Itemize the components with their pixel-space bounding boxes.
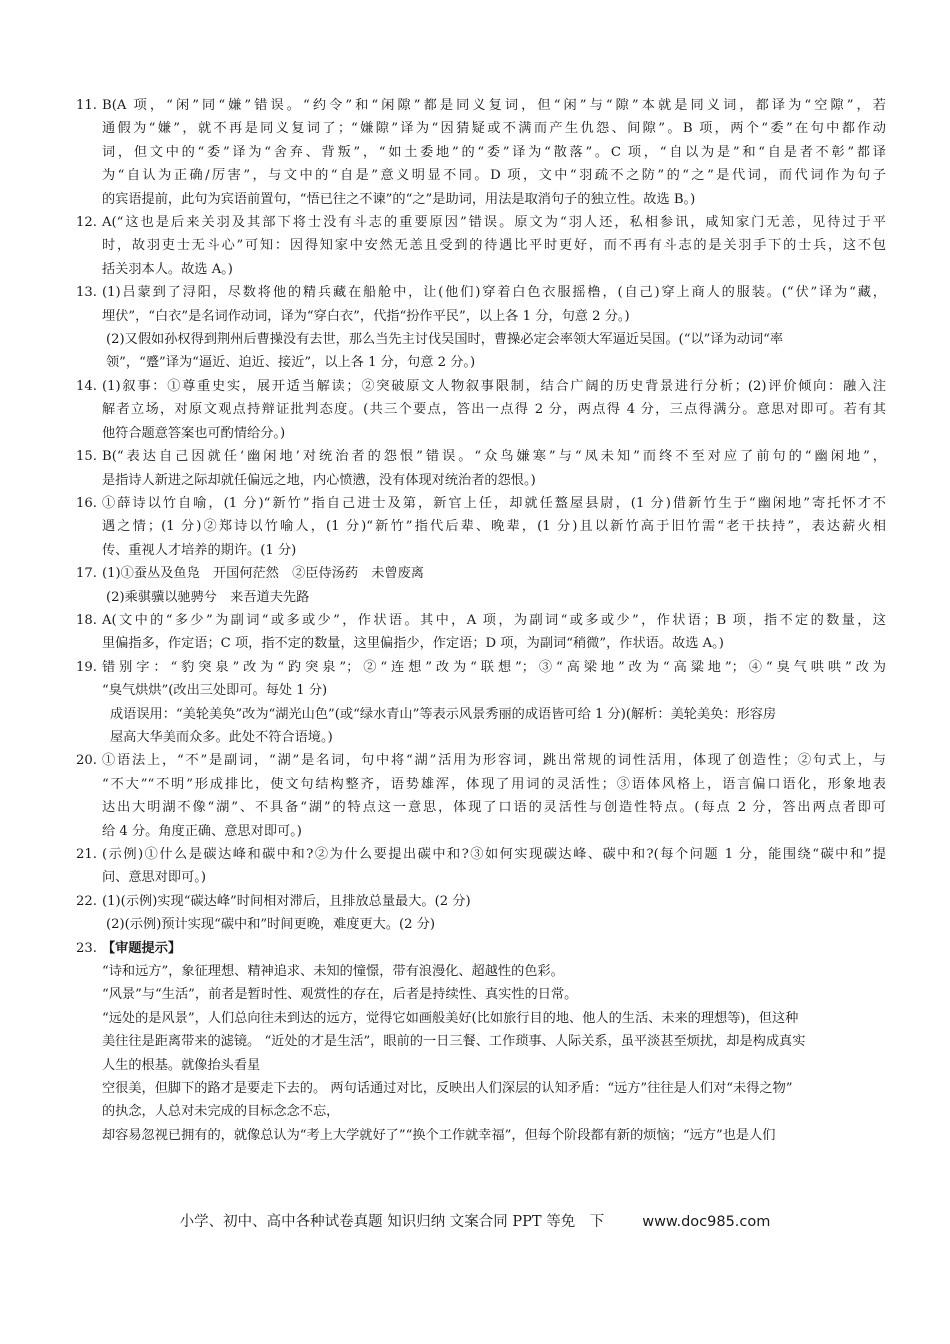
answer-line: (示例)①什么是碳达峰和碳中和?②为什么要提出碳中和?③如何实现碳达峰、碳中和?(每个问题 1 分，能围绕“碳中和”提 bbox=[102, 847, 886, 862]
essay-line: 美往往是距离带来的滤镜。 “近处的才是生活”，眼前的一日三餐、工作琐事、人际关系，虽平淡甚至烦扰，却是构成真实 bbox=[102, 1034, 806, 1050]
question-number: 19. bbox=[76, 659, 97, 675]
answer-item bbox=[76, 211, 886, 281]
answer-line: (1)(示例)实现“碳达峰”时间相对滞后，且排放总量最大。(2 分) bbox=[102, 893, 471, 909]
answer-text bbox=[102, 609, 886, 656]
answer-item bbox=[76, 609, 886, 656]
question-number: 12. bbox=[76, 215, 97, 231]
essay-line: “远处的是风景”，人们总向往未到达的远方，觉得它如画般美好(比如旅行目的地、他人的生活、未来的理想等)，但这种 bbox=[102, 1010, 799, 1026]
footer-text: 小学、初中、高中各种试卷真题 知识归纳 文案合同 PPT 等免 下 bbox=[179, 1214, 605, 1230]
answer-item bbox=[76, 843, 886, 890]
answer-item bbox=[76, 749, 886, 843]
answer-line: 解者立场，对原文观点持辩证批判态度。(共三个要点，答出一点得 2 分，两点得 4 分，三点得满分。意思对即可。若有其 bbox=[102, 402, 886, 418]
essay-line: 却容易忽视已拥有的，就像总认为“考上大学就好了”“换个工作就幸福”，但每个阶段都有新的烦恼；“远方”也是人们 bbox=[102, 1127, 776, 1143]
answer-line: B(“表达自己因就任‘幽闲地’对统治者的怨恨”错误。“众鸟嫌寒”与“凤未知”而终不至对应了前句的“幽闲地”， bbox=[102, 449, 886, 465]
answer-item bbox=[76, 445, 886, 492]
question-number: 21. bbox=[76, 847, 97, 862]
essay-line: 的执念，人总对未完成的目标念念不忘， bbox=[102, 1104, 340, 1120]
question-number: 16. bbox=[76, 495, 97, 511]
answer-text bbox=[102, 445, 886, 492]
question-number: 14. bbox=[76, 378, 97, 394]
question-number: 18. bbox=[76, 612, 97, 628]
answer-line: 传、重视人才培养的期许。(1 分) bbox=[102, 542, 297, 558]
answer-subline: (2)乘骐骥以驰骋兮 来吾道夫先路 bbox=[106, 589, 310, 605]
answer-text bbox=[102, 562, 886, 609]
answer-content bbox=[76, 94, 886, 1147]
answer-line: B(A 项，“闲”同“嫌”错误。“约令”和“闲隙”都是同义复词，但“闲”与“隙”本就是同义词，都译为“空隙”，若 bbox=[102, 98, 886, 113]
answer-subline: 成语误用：“美轮美奂”改为“湖光山色”(或“绿水青山”等表示风景秀丽的成语皆可给 1 分)(解析：美轮美奂：形容房 bbox=[110, 706, 777, 722]
answer-line: 达出大明湖不像“湖”、不具备“湖”的特点这一意思，体现了口语的灵活性与创造性特点。(每点 2 分，答出两点者即可 bbox=[102, 800, 886, 816]
answer-text bbox=[102, 749, 886, 843]
footer-url: www.doc985.com bbox=[642, 1214, 771, 1230]
answer-line: ①薛诗以竹自喻，(1 分)“新竹”指自己进士及第，新官上任，却就任盩屋县尉，(1 分)借新竹生于“幽闲地”寄托怀才不 bbox=[102, 495, 886, 511]
essay-line: “诗和远方”，象征理想、精神追求、未知的憧憬，带有浪漫化、超越性的色彩。 bbox=[102, 964, 564, 980]
answer-line: 【审题提示】 bbox=[102, 940, 182, 956]
question-number: 15. bbox=[76, 449, 97, 465]
answer-line: 埋伏”，“白衣”是名词作动词，译为“穿白衣”，代指“扮作平民”，以上各 1 分，句意 2 分。) bbox=[102, 308, 630, 324]
answer-line: A(“这也是后来关羽及其部下将士没有斗志的重要原因”错误。原文为“羽人还，私相参讯，咸知家门无恙，见待过于平 bbox=[102, 215, 886, 231]
essay-hint-text bbox=[76, 960, 886, 1147]
answer-item bbox=[76, 375, 886, 445]
answer-text bbox=[102, 375, 886, 445]
answer-line: A(文中的“多少”为副词“或多或少”，作状语。其中，A 项，为副词“或多或少”，作状语；B 项，指不定的数量，这 bbox=[102, 612, 886, 628]
answer-line: 的宾语提前，此句为宾语前置句，“悟已往之不谏”的“之”是助词，用法是取消句子的独立性。故选 B。) bbox=[102, 191, 696, 207]
answer-line: 词，但文中的“委”译为“舍弃、背叛”，“如土委地”的“委”译为“散落”。C 项，“自以为是”和“自是者不彰”都译 bbox=[102, 144, 886, 160]
answer-item bbox=[76, 562, 886, 609]
answer-list bbox=[76, 94, 886, 960]
answer-line: 时，故羽吏士无斗心”可知：因得知家中安然无恙且受到的待遇比平时更好，而不再有斗志的是关羽手下的士兵，这不包 bbox=[102, 238, 886, 254]
essay-line: 人生的根基。就像抬头看星 bbox=[102, 1057, 261, 1073]
answer-item bbox=[76, 937, 886, 960]
question-number: 13. bbox=[76, 285, 97, 301]
answer-line: 给 4 分。角度正确、意思对即可。) bbox=[102, 823, 302, 839]
answer-item bbox=[76, 281, 886, 375]
answer-line: 错别字：“豹突泉”改为“趵突泉”；②“连想”改为“联想”；③“高梁地”改为“高粱地”；④“臭气哄哄”改为 bbox=[102, 659, 886, 675]
answer-line: “不大”“不明”形成排比，使文句结构整齐，语势雄浑，体现了用词的灵活性；③语体风格上，语言偏口语化，形象地表 bbox=[102, 776, 886, 792]
answer-line: 为“自认为正确/厉害”，与文中的“自是”意义明显不同。D 项，文中“羽疏不之防”的“之”是代词，而代词作为句子 bbox=[102, 168, 886, 184]
answer-line: 里偏指多，作定语；C 项，指不定的数量，这里偏指少，作定语；D 项，为副词“稍微”，作状语。故选 A。) bbox=[102, 636, 724, 652]
answer-item bbox=[76, 94, 886, 211]
answer-text bbox=[102, 937, 886, 960]
answer-line: 他符合题意答案也可酌情给分。) bbox=[102, 425, 286, 441]
question-number: 23. bbox=[76, 940, 97, 956]
answer-text bbox=[102, 843, 886, 890]
question-number: 17. bbox=[76, 566, 97, 582]
answer-item bbox=[76, 890, 886, 937]
answer-subline: 领”，“蹙”译为“逼近、迫近、接近”，以上各 1 分，句意 2 分。) bbox=[106, 355, 476, 371]
answer-line: (1)吕蒙到了浔阳，尽数将他的精兵藏在船舱中，让(他们)穿着白色衣服摇橹，(自己)穿上商人的服装。(“伏”译为“藏， bbox=[102, 285, 886, 301]
answer-item bbox=[76, 492, 886, 562]
answer-subline: (2)(示例)预计实现“碳中和”时间更晚，难度更大。(2 分) bbox=[106, 917, 436, 933]
answer-line: “臭气烘烘”(改出三处即可。每处 1 分) bbox=[102, 683, 328, 699]
answer-line: 遇之情；(1 分)②郑诗以竹喻人，(1 分)“新竹”指代后辈、晚辈，(1 分)且以新竹高于旧竹需“老干扶持”，表达薪火相 bbox=[102, 519, 886, 535]
page-footer bbox=[0, 1212, 950, 1232]
answer-line: 括关羽本人。故选 A。) bbox=[102, 261, 233, 277]
answer-subline: (2)又假如孙权得到荆州后曹操没有去世，那么当先主讨伐吴国时，曹操必定会率领大军逼近吴国。(“以”译为动词“率 bbox=[106, 332, 784, 348]
answer-text bbox=[102, 492, 886, 562]
answer-line: (1)叙事：①尊重史实，展开适当解读；②突破原文人物叙事限制，结合广阔的历史背景进行分析；(2)评价倾向：融入注 bbox=[102, 378, 886, 394]
question-number: 11. bbox=[76, 98, 97, 113]
answer-text bbox=[102, 890, 886, 937]
essay-line: 空很美，但脚下的路才是要走下去的。 两句话通过对比，反映出人们深层的认知矛盾：“远方”往往是人们对“未得之物” bbox=[102, 1081, 793, 1097]
answer-text bbox=[102, 656, 886, 750]
answer-text bbox=[102, 211, 886, 281]
answer-line: 问、意思对即可。) bbox=[102, 870, 207, 886]
answer-line: ①语法上，“不”是副词，“湖”是名词，句中将“湖”活用为形容词，跳出常规的词性活用，体现了创造性；②句式上，与 bbox=[102, 753, 886, 769]
question-number: 22. bbox=[76, 893, 97, 909]
answer-subline: 屋高大华美而众多。此处不符合语境。) bbox=[110, 729, 333, 745]
answer-text bbox=[102, 94, 886, 211]
question-number: 20. bbox=[76, 753, 97, 769]
essay-line: “风景”与“生活”，前者是暂时性、观赏性的存在，后者是持续性、真实性的日常。 bbox=[102, 987, 578, 1003]
answer-line: 通假为“嫌”，就不再是同义复词了；“嫌隙”译为“因猜疑或不满而产生仇怨、间隙”。B 项，两个“委”在句中都作动 bbox=[102, 121, 886, 137]
answer-line: 是指诗人新进之际却就任偏远之地，内心愤懑，没有体现对统治者的怨恨。) bbox=[102, 472, 536, 488]
answer-item bbox=[76, 656, 886, 750]
answer-line: (1)①蚕丛及鱼凫 开国何茫然 ②臣侍汤药 未曾废离 bbox=[102, 566, 424, 582]
answer-text bbox=[102, 281, 886, 375]
